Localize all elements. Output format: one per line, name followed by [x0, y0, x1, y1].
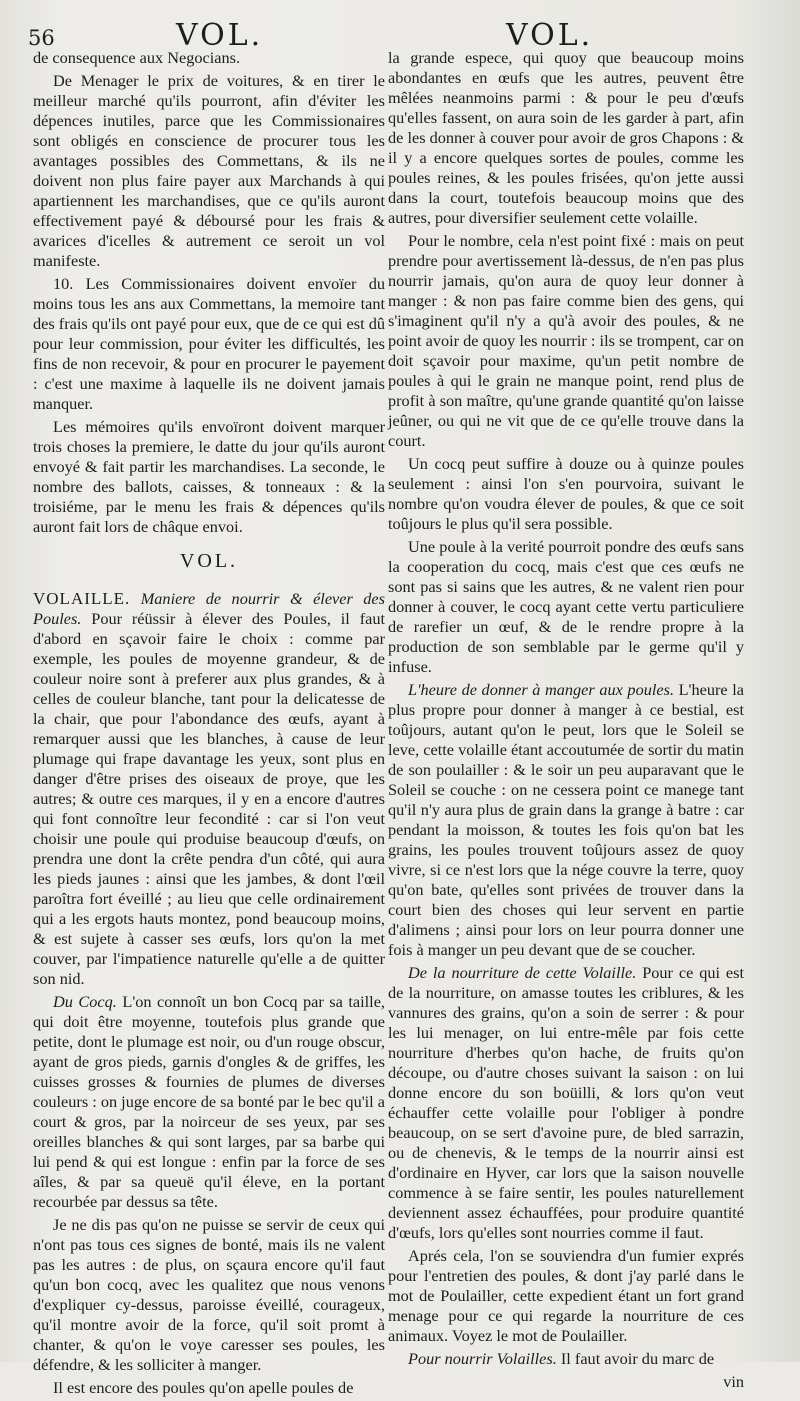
- paragraph-body: Pour ce qui est de la nourriture, on amasse toutes les criblures, & les vannures des grains, qu'on a soin de serrer : & pour les lui menager, on lui entre-mêle par fois cette nourriture d'herbes qu'on hache, de fruits qu'on découpe, ou d'autre choses suivant la saison : on lui donne encore du son boüilli, & lors qu'on veut échauffer cette volaille pour l'obliger à pondre beaucoup, on se sert d'avoine pure, de bled sarrazin, ou de chenevis, & le temps de la nourrir ainsi est d'ordinaire en Hyver, car lors que la saison nouvelle commence à se faire sentir, les poules naturellement deviennent assez échauffées, pour produire quantité d'œufs, lors qu'elles sont nourries comme il faut.: [388, 963, 744, 1242]
- paragraph-pour-nourrir: [388, 1349, 744, 1369]
- paragraph: Un cocq peut suffire à douze ou à quinze poules seulement : ainsi l'on s'en pourvoira, suivant le nombre qu'on voudra élever de poules, & que ce soit toûjours le plus qu'il sera possible.: [388, 454, 744, 533]
- paragraph: Une poule à la verité pourroit pondre des œufs sans la cooperation du cocq, mais c'est que ces œufs ne sont pas si sains que les autres, & ne valent rien pour donner à couver, le cocq ayant cette vertu particuliere de rarefier un œuf, & de le rendre propre à la production de son semblable par le germe qu'il y infuse.: [388, 537, 744, 676]
- paragraph: Il est encore des poules qu'on apelle poules de: [53, 1378, 354, 1397]
- paragraph: Les mémoires qu'ils envoïront doivent marquer trois choses la premiere, le datte du jour qu'ils auront envoyé & fait partir les marchandises. La seconde, le nombre des ballots, caisses, & tonneaux : & la troisiéme, par le menu les frais & dépences qu'ils auront fait lors de châque envoi.: [33, 417, 385, 536]
- entry-volaille: [33, 589, 385, 989]
- entry-headword: VOLAILLE.: [33, 589, 131, 608]
- right-column: [388, 48, 744, 1395]
- paragraph: De Menager le prix de voitures, & en tirer le meilleur marché qu'ils pourront, afin d'éviter les dépences inutiles, parce que les Commissionaires sont obligés en conscience de procurer tous les avantages possibles des Commettans, & ils ne doivent non plus faire payer aux Marchands à qui apartiennent les marchandises, que ce qu'ils auront effectivement payé & déboursé pour les frais & avarices d'icelles & autrement ce seroit un vol manifeste.: [33, 71, 385, 270]
- paragraph-body: L'on connoît un bon Cocq par sa taille, qui doit être moyenne, toutefois plus grande que petite, dont le plumage est noir, ou d'un rouge obscur, ayant de gros pieds, garnis d'ongles & de griffes, les cuisses grosses & fournies de plumes de diverses couleurs : on juge encore de sa bonté par le bec qu'il a court & gros, par la noirceur de ses yeux, par ses oreilles blanches & qui sont larges, par sa barbe qui lui pend & qui est longue : enfin par la force de ses aîles, & par sa queuë qu'il éleve, en la portant recourbée par dessus sa tête.: [33, 992, 386, 1211]
- paragraph-body: L'heure la plus propre pour donner à manger à ce bestial, est toûjours, autant qu'on le peut, lors que le Soleil se leve, cette volaille étant accoutumée de sortir du matin de son poulailler : & le soir un peu auparavant que le Soleil se couche : on ne cessera point ce manege tant qu'il n'y aura plus de grain dans la grange à batre : car pendant la moisson, & toutes les fois qu'on bat les grains, les poules trouvent toûjours assez de quoy vivre, si ce n'est lors que la nége couvre la terre, quoy qu'on bate, qu'elles sont privées de trouver dans la court bien des choses qui leur servent en partie d'alimens ; ainsi pour lors on leur pourra donner une fois à manger un peu devant que de se coucher.: [388, 680, 744, 959]
- subsection-label: Du Cocq.: [53, 992, 117, 1011]
- paragraph: Pour le nombre, cela n'est point fixé : mais on peut prendre pour avertissement là-dessus, de n'en pas plus nourrir jamais, qu'on aura de quoy leur donner à manger : & non pas faire comme bien des gens, qui s'imaginent qu'il n'y a qu'à avoir des poules, & ne point avoir de quoy les nourrir : ils se trompent, car on doit sçavoir pour maxime, qu'un petit nombre de poules à qui le grain ne manque point, rend plus de profit à son maître, qu'une grande quantité qu'on laisse jeûner, ou qui ne vit que de ce qu'elle trouve dans la court.: [388, 231, 744, 450]
- paragraph: Je ne dis pas qu'on ne puisse se servir de ceux qui n'ont pas tous ces signes de bonté, mais ils ne valent pas les autres : de plus, on sçaura encore qu'il faut qu'un bon cocq, avec les qualitez que nous venons d'expliquer cy-dessus, paroisse éveillé, courageux, qu'il montre avoir de la force, qu'il soit promt à chanter, & qu'on le voye caresser ses poules, les défendre, & les solliciter à manger.: [33, 1215, 385, 1374]
- paragraph: de consequence aux Negocians.: [33, 48, 241, 67]
- subsection-label: L'heure de donner à manger aux poules.: [408, 680, 675, 699]
- entry-body: Pour réüssir à élever des Poules, il faut d'abord en sçavoir faire le choix : comme par exemple, les poules de moyenne grandeur, & de couleur noire sont à preferer aux plus grandes, & à celles de couleur blanche, tant pour la delicatesse de la chair, que pour l'abondance des œufs, ayant à remarquer aussi que les blanches, à cause de leur plumage qui frape davantage les yeux, sont plus en danger d'être prises des oiseaux de proye, que les autres; & outre ces marques, il y en a encore d'autres qui font connoître leur fecondité : car si l'on veut choisir une poule qui produise beaucoup d'œufs, on prendra une dont la crête pendra d'un côté, qui aura les pieds jaunes : ainsi que les jambes, & dont l'œil paroîtra fort éveillé ; au lieu que celle ordinairement qui a les ergots hauts montez, pond beaucoup moins, & est sujete à casser ses œufs, lors qu'on la met couver, par l'impatience naturelle qu'elle a de quitter son nid.: [33, 609, 386, 988]
- subsection-label: De la nourriture de cette Volaille.: [408, 963, 637, 982]
- paragraph-nourriture: [388, 963, 744, 1243]
- catchword: vin: [723, 1372, 744, 1391]
- paragraph-heure: [388, 680, 744, 960]
- running-head-right: VOL.: [506, 18, 594, 53]
- subsection-label: Pour nourrir Volailles.: [408, 1349, 557, 1368]
- running-head-left: VOL.: [176, 18, 264, 53]
- paragraph: Aprés cela, l'on se souviendra d'un fumier exprés pour l'entretien des poules, & dont j'ay parlé dans le mot de Poulailler, cette expedient étant un fort grand menage pour ce qui regarde la nourriture de ces animaux. Voyez le mot de Poulailler.: [388, 1246, 744, 1345]
- entry-subtitle: Maniere de nourrir & élever des Poules.: [33, 589, 385, 628]
- left-column: [33, 48, 385, 1401]
- page-number: 56: [28, 26, 55, 50]
- paragraph-body: Il faut avoir du marc de: [560, 1349, 715, 1368]
- paragraph: 10. Les Commissionaires doivent envoïer du moins tous les ans aux Commettans, la memoire tant des frais qu'ils ont payé pour eux, que de ce qui est dû pour leur commission, pour éviter les difficultés, les fins de non recevoir, & pour en procurer le payement : c'est une maxime à laquelle ils ne doivent jamais manquer.: [33, 274, 385, 413]
- section-heading: VOL.: [179, 550, 239, 572]
- paragraph: la grande espece, qui quoy que beaucoup moins abondantes en œufs que les autres, peuvent être mêlées neanmoins parmi : & pour le peu d'œufs qu'elles fassent, on aura soin de les garder à part, afin de les donner à couver pour avoir de gros Chapons : & il y a encore quelques sortes de poules, comme les poules reines, & les poules frisées, qu'on jette aussi dans la court, toutefois beaucoup moins que des autres, pour diversifier seulement cette volaille.: [388, 48, 744, 227]
- paragraph-du-cocq: [33, 992, 385, 1212]
